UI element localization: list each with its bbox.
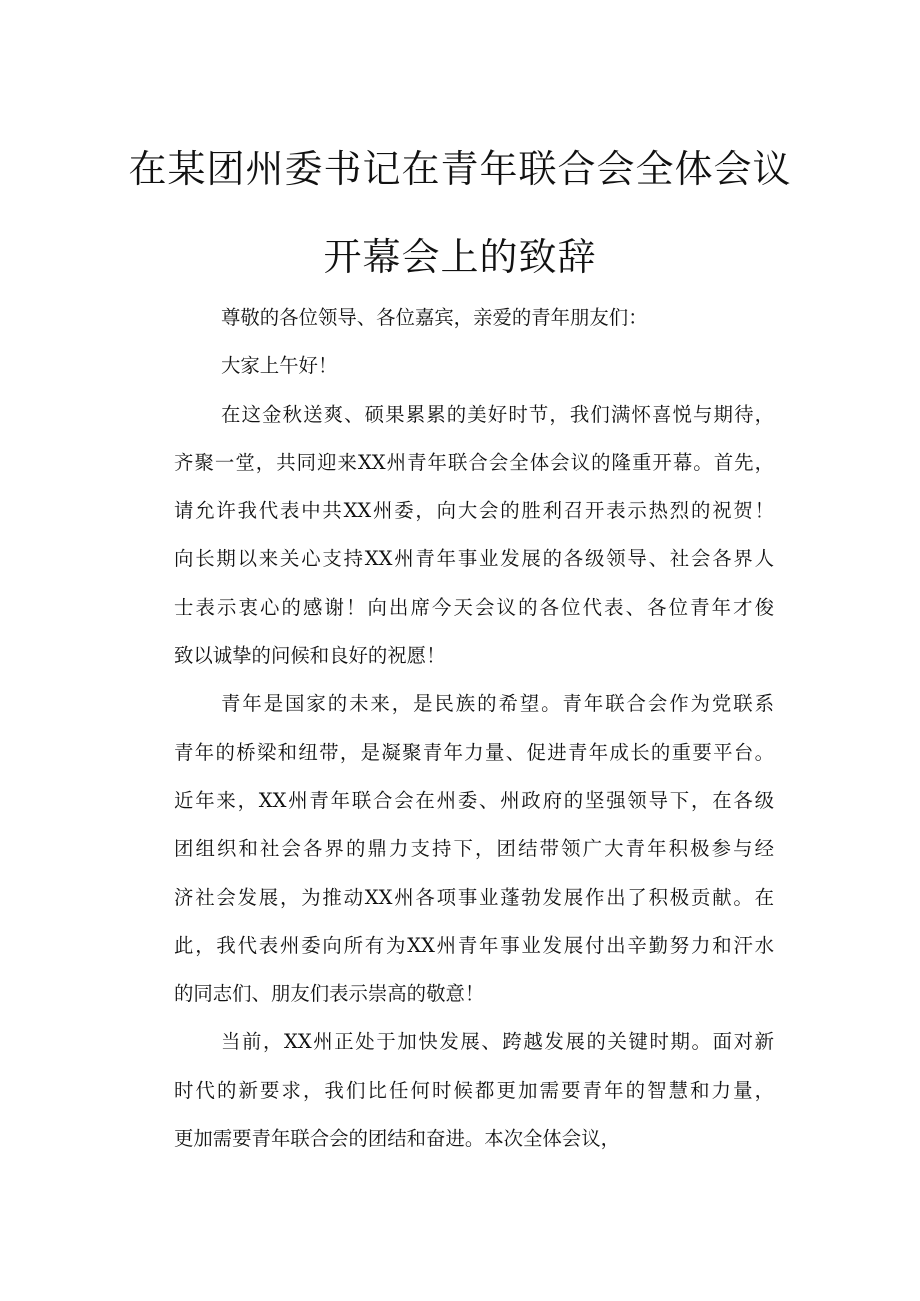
paragraph-line: 在这金秋送爽、硕果累累的美好时节，我们满怀喜悦与期待， bbox=[221, 402, 774, 426]
paragraph-line: 时代的新要求，我们比任何时候都更加需要青年的智慧和力量， bbox=[174, 1078, 774, 1102]
paragraph-line: 的同志们、朋友们表示崇高的敬意！ bbox=[174, 982, 485, 1006]
paragraph-line: 齐聚一堂，共同迎来XX州青年联合会全体会议的隆重开幕。首先， bbox=[174, 450, 774, 474]
document-title-line-2: 开幕会上的致辞 bbox=[323, 235, 597, 279]
paragraph-line: 济社会发展，为推动XX州各项事业蓬勃发展作出了积极贡献。在 bbox=[174, 885, 774, 909]
salutation-line: 尊敬的各位领导、各位嘉宾，亲爱的青年朋友们： bbox=[221, 306, 648, 329]
paragraph-line: 此，我代表州委向所有为XX州青年事业发展付出辛勤努力和汗水 bbox=[174, 933, 774, 957]
paragraph-line: 当前，XX州正处于加快发展、跨越发展的关键时期。面对新 bbox=[221, 1030, 774, 1054]
document-body bbox=[174, 294, 774, 1163]
paragraph-line: 团组织和社会各界的鼎力支持下，团结带领广大青年积极参与经 bbox=[174, 837, 774, 861]
paragraph-line: 青年的桥梁和纽带，是凝聚青年力量、促进青年成长的重要平台。 bbox=[174, 740, 774, 764]
paragraph-line: 青年是国家的未来，是民族的希望。青年联合会作为党联系 bbox=[221, 692, 774, 716]
paragraph-line: 更加需要青年联合会的团结和奋进。本次全体会议， bbox=[174, 1127, 620, 1151]
greeting-line: 大家上午好！ bbox=[221, 354, 338, 378]
paragraph-line: 近年来，XX州青年联合会在州委、州政府的坚强领导下，在各级 bbox=[174, 788, 774, 812]
paragraph-line: 士表示衷心的感谢！向出席今天会议的各位代表、各位青年才俊 bbox=[174, 595, 774, 619]
document-title-line-1: 在某团州委书记在青年联合会全体会议 bbox=[128, 147, 792, 191]
paragraph-line: 请允许我代表中共XX州委，向大会的胜利召开表示热烈的祝贺！ bbox=[174, 499, 774, 523]
paragraph-line: 向长期以来关心支持XX州青年事业发展的各级领导、社会各界人 bbox=[174, 547, 774, 571]
paragraph-line: 致以诚挚的问候和良好的祝愿！ bbox=[174, 644, 446, 668]
